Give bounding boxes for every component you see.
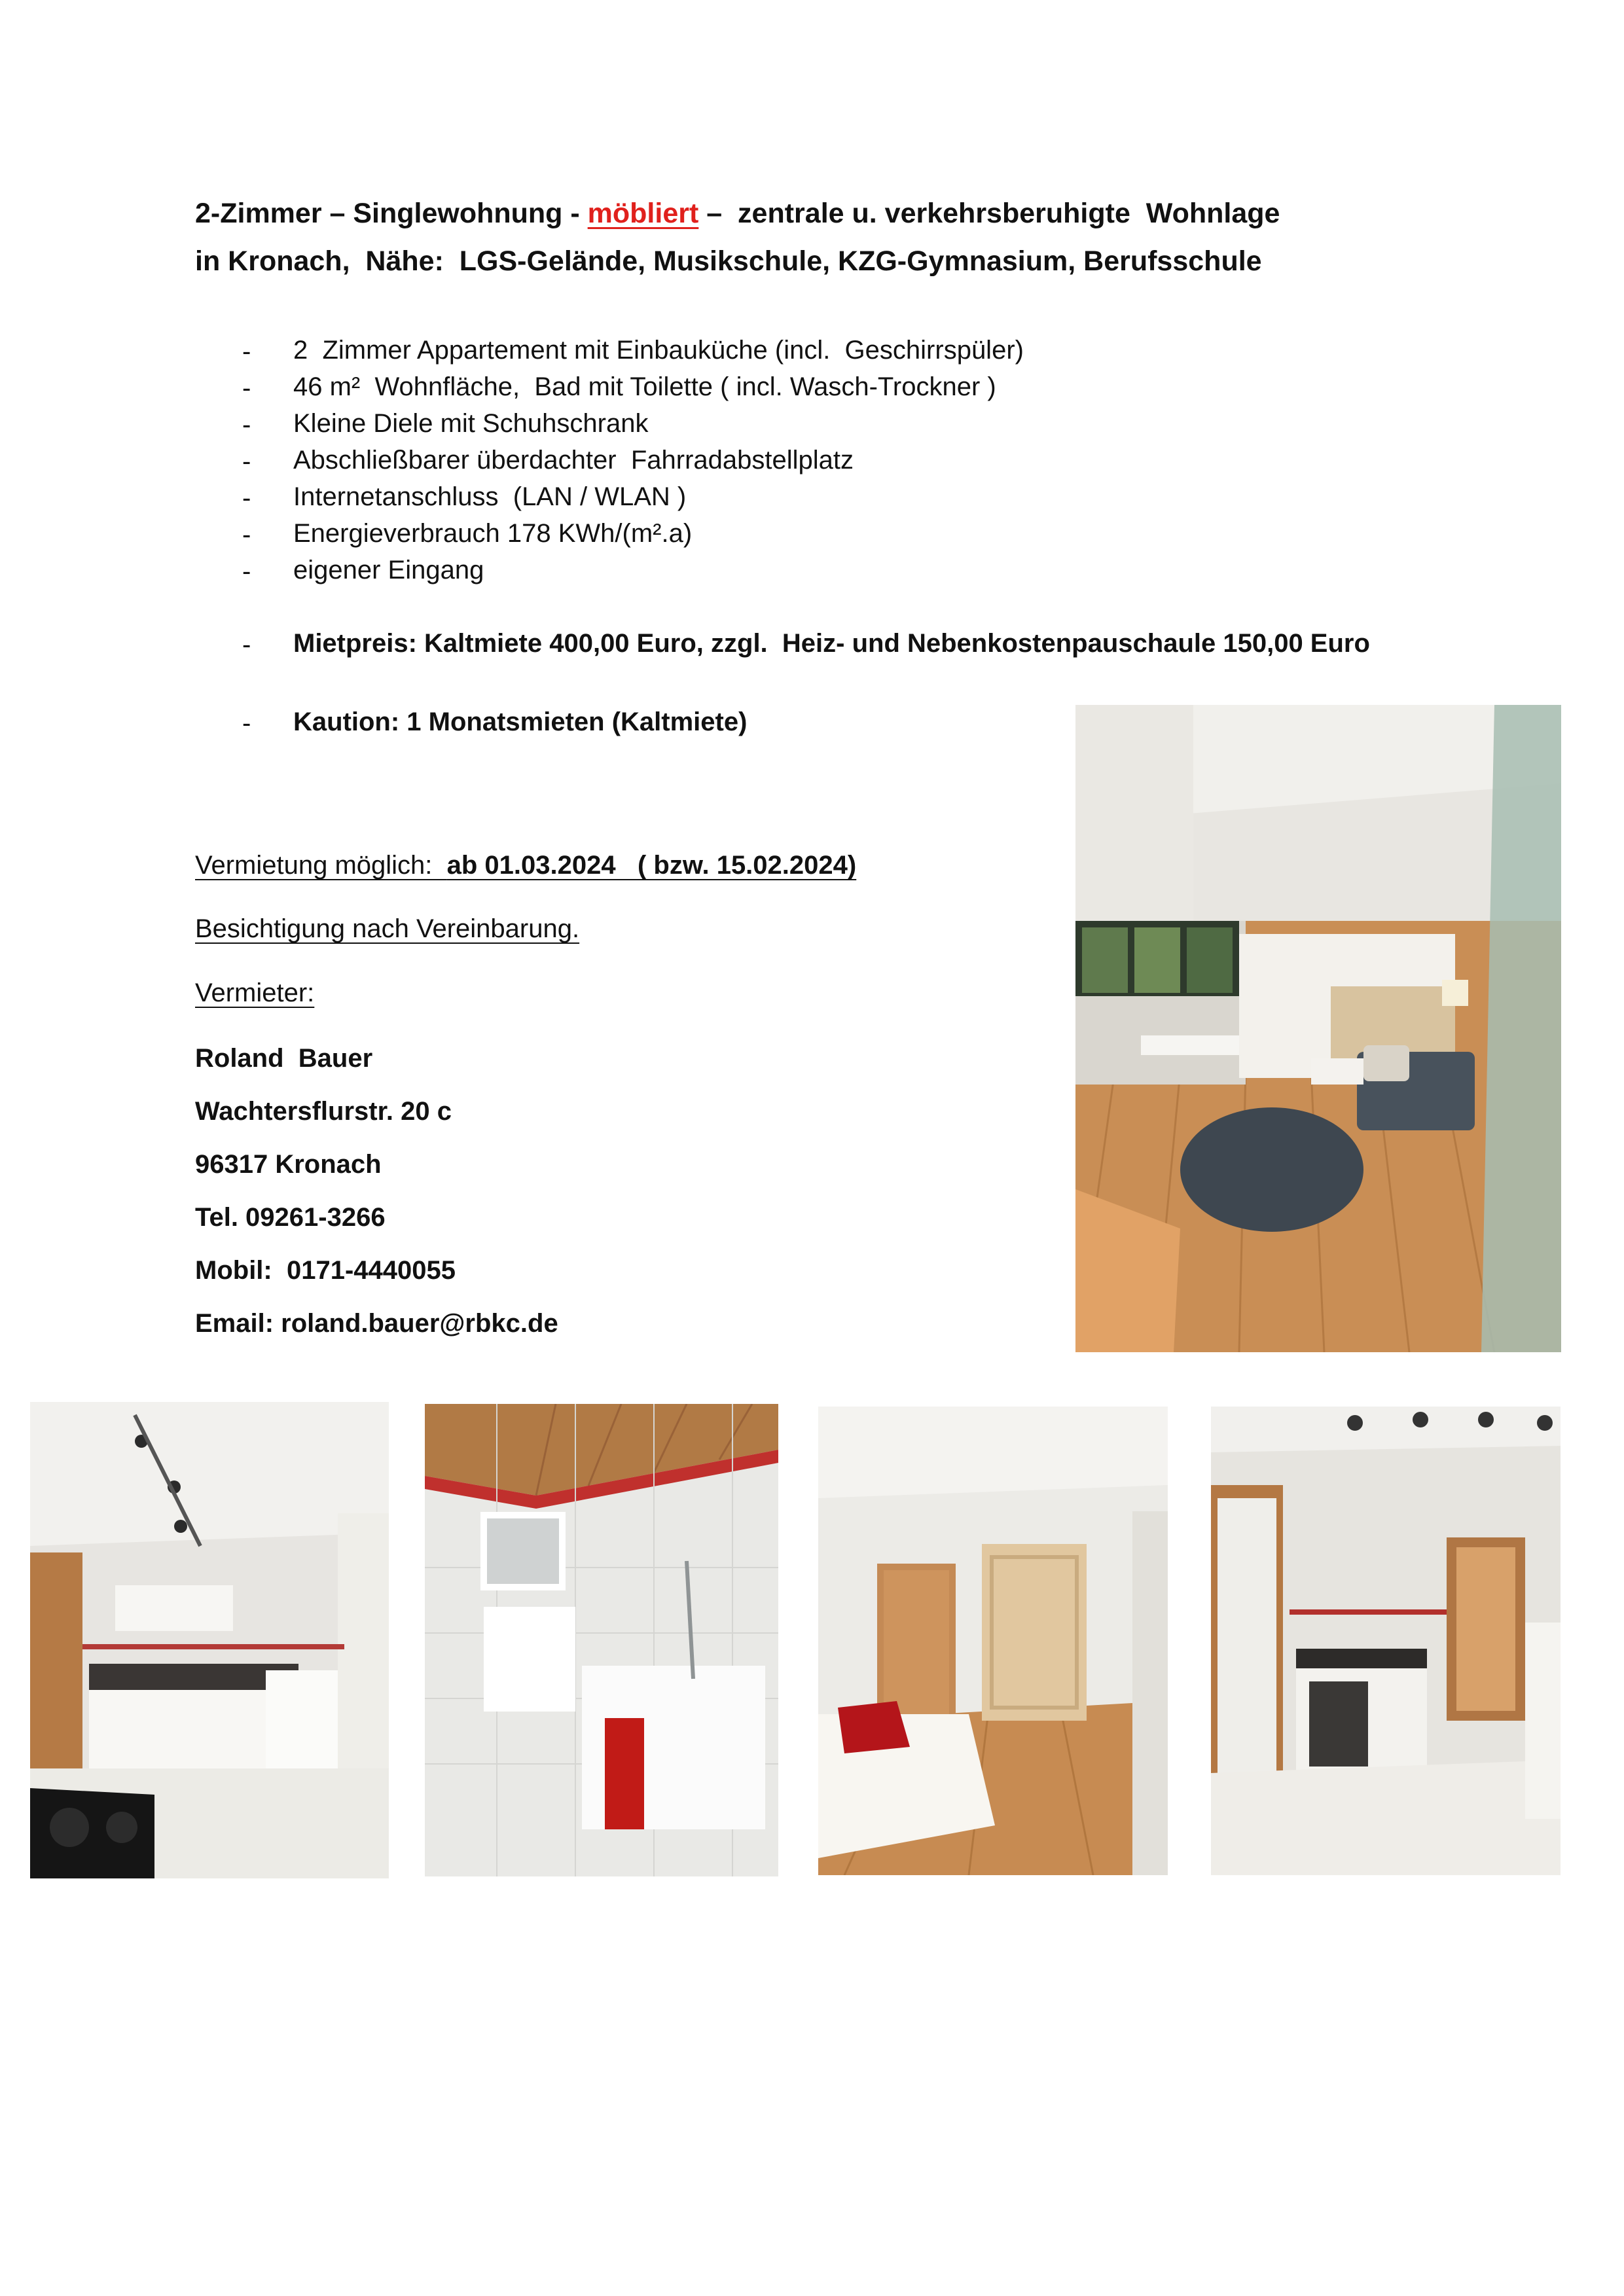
list-bullet: - bbox=[242, 520, 251, 549]
landlord-label: Vermieter: bbox=[195, 978, 315, 1007]
list-bullet: - bbox=[242, 410, 251, 439]
list-item: eigener Eingang bbox=[293, 556, 484, 584]
list-item: Kleine Diele mit Schuhschrank bbox=[293, 409, 649, 438]
heading-line-2: in Kronach, Nähe: LGS-Gelände, Musikschule, KZG-Gymnasium, Berufsschule bbox=[195, 245, 1262, 277]
heading-highlight-moebliert: möbliert bbox=[587, 198, 699, 229]
list-bullet: - bbox=[242, 709, 251, 738]
landlord-street: Wachtersflurstr. 20 c bbox=[195, 1097, 452, 1126]
list-item: 2 Zimmer Appartement mit Einbauküche (incl. Geschirrspüler) bbox=[293, 336, 1024, 365]
bedroom-photo bbox=[818, 1407, 1168, 1875]
availability-label: Vermietung möglich: bbox=[195, 851, 447, 880]
deposit: Kaution: 1 Monatsmieten (Kaltmiete) bbox=[293, 708, 748, 736]
landlord-name: Roland Bauer bbox=[195, 1044, 373, 1073]
list-bullet: - bbox=[242, 484, 251, 512]
landlord-phone: Tel. 09261-3266 bbox=[195, 1203, 386, 1232]
rent-price: Mietpreis: Kaltmiete 400,00 Euro, zzgl. Heiz- und Nebenkostenpauschaule 150,00 Euro bbox=[293, 629, 1370, 658]
list-item: 46 m² Wohnfläche, Bad mit Toilette ( incl. Wasch-Trockner ) bbox=[293, 372, 996, 401]
list-item: Energieverbrauch 178 KWh/(m².a) bbox=[293, 519, 693, 548]
availability-dates: ab 01.03.2024 ( bzw. 15.02.2024) bbox=[446, 851, 857, 880]
heading-line-1 bbox=[195, 200, 1280, 228]
list-item: Internetanschluss (LAN / WLAN ) bbox=[293, 482, 687, 511]
heading-suffix: – zentrale u. verkehrsberuhigte Wohnlage bbox=[698, 198, 1280, 229]
list-item: Abschließbarer überdachter Fahrradabstellplatz bbox=[293, 446, 854, 475]
list-bullet: - bbox=[242, 374, 251, 403]
list-bullet: - bbox=[242, 557, 251, 586]
landlord-email: Email: roland.bauer@rbkc.de bbox=[195, 1309, 558, 1338]
list-bullet: - bbox=[242, 447, 251, 476]
list-bullet: - bbox=[242, 337, 251, 366]
kitchenette-photo bbox=[1211, 1407, 1561, 1875]
kitchen-photo bbox=[30, 1402, 389, 1878]
landlord-mobile: Mobil: 0171-4440055 bbox=[195, 1256, 456, 1285]
landlord-city: 96317 Kronach bbox=[195, 1150, 382, 1179]
living-room-photo bbox=[1075, 705, 1561, 1352]
availability bbox=[195, 852, 856, 878]
list-bullet: - bbox=[242, 630, 251, 659]
heading-prefix: 2-Zimmer – Singlewohnung - bbox=[195, 198, 588, 229]
bathroom-photo bbox=[425, 1404, 778, 1876]
viewing-note: Besichtigung nach Vereinbarung. bbox=[195, 914, 580, 943]
